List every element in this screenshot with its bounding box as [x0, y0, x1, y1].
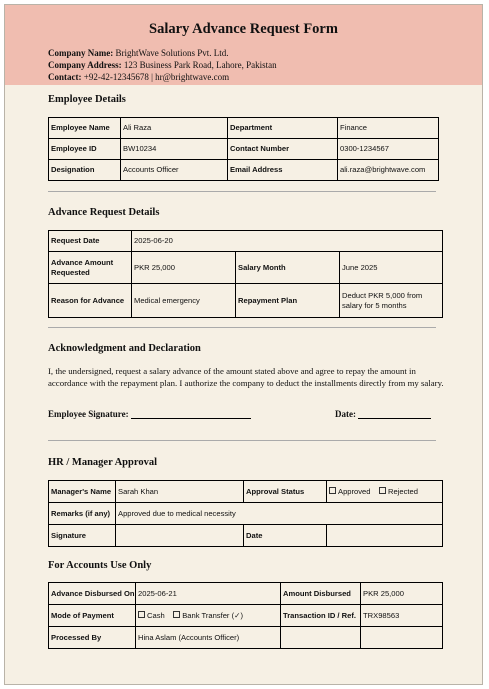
divider: [48, 440, 436, 441]
hr-approval-heading: HR / Manager Approval: [48, 457, 157, 468]
contact-number-label: Contact Number: [228, 139, 338, 160]
payment-mode-options: [136, 605, 281, 627]
company-address-line: Company Address: 123 Business Park Road, Lahore, Pakistan: [48, 60, 277, 70]
bank-transfer-checkbox[interactable]: [173, 611, 180, 618]
form-title: Salary Advance Request Form: [149, 21, 338, 37]
repayment-plan-value: Deduct PKR 5,000 from salary for 5 months: [340, 284, 443, 318]
accounts-table: [48, 582, 443, 649]
bank-transfer-option[interactable]: Bank Transfer (✓): [173, 611, 243, 620]
email-label: Email Address: [228, 160, 338, 181]
hr-approval-table: [48, 480, 443, 547]
amount-disbursed-label: Amount Disbursed: [281, 583, 361, 605]
approval-status-label: Approval Status: [244, 481, 327, 503]
remarks-label: Remarks (if any): [49, 503, 116, 525]
reason-value: Medical emergency: [132, 284, 236, 318]
manager-name-value: Sarah Khan: [116, 481, 244, 503]
employee-details-heading: Employee Details: [48, 94, 126, 105]
employee-date-line[interactable]: [358, 418, 431, 419]
transaction-id-label: Transaction ID / Ref.: [281, 605, 361, 627]
acknowledgment-heading: Acknowledgment and Declaration: [48, 343, 201, 354]
employee-signature-label: Employee Signature:: [48, 409, 129, 419]
transaction-id-value: TRX98563: [361, 605, 443, 627]
processed-by-value: Hina Aslam (Accounts Officer): [136, 627, 281, 649]
email-value: ali.raza@brightwave.com: [338, 160, 439, 181]
advance-amount-label: Advance Amount Requested: [49, 252, 132, 284]
cash-checkbox[interactable]: [138, 611, 145, 618]
advance-amount-value: PKR 25,000: [132, 252, 236, 284]
advance-details-table: [48, 230, 443, 318]
department-value: Finance: [338, 118, 439, 139]
request-date-value: 2025-06-20: [132, 231, 443, 252]
salary-month-label: Salary Month: [236, 252, 340, 284]
accounts-heading: For Accounts Use Only: [48, 560, 152, 571]
payment-mode-label: Mode of Payment: [49, 605, 136, 627]
advance-details-heading: Advance Request Details: [48, 207, 160, 218]
accounts-empty-cell[interactable]: [281, 627, 361, 649]
repayment-plan-label: Repayment Plan: [236, 284, 340, 318]
rejected-checkbox[interactable]: [379, 487, 386, 494]
employee-signature-line[interactable]: [131, 418, 251, 419]
reason-label: Reason for Advance: [49, 284, 132, 318]
form-page: [4, 4, 483, 685]
manager-date-value[interactable]: [327, 525, 443, 547]
employee-name-value: Ali Raza: [121, 118, 228, 139]
approved-option[interactable]: Approved: [329, 487, 371, 496]
rejected-option[interactable]: Rejected: [379, 487, 418, 496]
manager-date-label: Date: [244, 525, 327, 547]
designation-label: Designation: [49, 160, 121, 181]
employee-date-field[interactable]: [335, 409, 431, 419]
contact-number-value: 0300-1234567: [338, 139, 439, 160]
employee-details-table: [48, 117, 439, 181]
salary-month-value: June 2025: [340, 252, 443, 284]
accounts-empty-cell[interactable]: [361, 627, 443, 649]
request-date-label: Request Date: [49, 231, 132, 252]
remarks-value: Approved due to medical necessity: [116, 503, 443, 525]
employee-date-label: Date:: [335, 409, 356, 419]
disbursed-on-label: Advance Disbursed On: [49, 583, 136, 605]
amount-disbursed-value: PKR 25,000: [361, 583, 443, 605]
manager-name-label: Manager's Name: [49, 481, 116, 503]
company-name-line: Company Name: BrightWave Solutions Pvt. Ltd.: [48, 48, 229, 58]
employee-name-label: Employee Name: [49, 118, 121, 139]
manager-signature-value[interactable]: [116, 525, 244, 547]
divider: [48, 327, 436, 328]
company-contact-line: Contact: +92-42-12345678 | hr@brightwave.com: [48, 72, 230, 82]
disbursed-on-value: 2025-06-21: [136, 583, 281, 605]
declaration-text: I, the undersigned, request a salary advance of the amount stated above and agree to repay the amount in accordance with the repayment plan. I authorize the company to deduct the installments directly from my salary.: [48, 366, 444, 388]
cash-option[interactable]: Cash: [138, 611, 165, 620]
processed-by-label: Processed By: [49, 627, 136, 649]
approval-status-options: [327, 481, 443, 503]
manager-signature-label: Signature: [49, 525, 116, 547]
form-header: [5, 5, 482, 85]
department-label: Department: [228, 118, 338, 139]
designation-value: Accounts Officer: [121, 160, 228, 181]
divider: [48, 191, 436, 192]
employee-id-value: BW10234: [121, 139, 228, 160]
approved-checkbox[interactable]: [329, 487, 336, 494]
employee-signature-field[interactable]: [48, 409, 251, 419]
employee-id-label: Employee ID: [49, 139, 121, 160]
